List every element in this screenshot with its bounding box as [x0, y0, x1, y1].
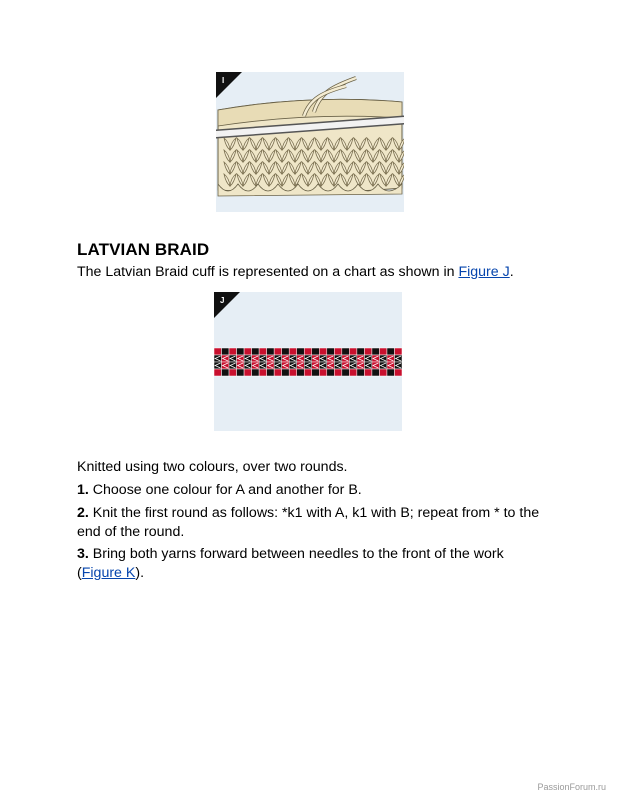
- chart-cell: [267, 348, 275, 355]
- intro-end: .: [509, 264, 514, 280]
- chart-cell: [229, 369, 237, 376]
- chart-cell: [342, 348, 350, 355]
- chart-cell: [357, 369, 365, 376]
- watermark: PassionForum.ru: [537, 782, 606, 792]
- step-3: [77, 545, 547, 583]
- chart-cell: [222, 369, 230, 376]
- step-2: [77, 504, 547, 542]
- chart-cell: [312, 369, 320, 376]
- chart-cell: [297, 369, 305, 376]
- figure-j-label: J: [220, 296, 225, 305]
- chart-cell: [274, 348, 282, 355]
- chart-cell: [334, 348, 342, 355]
- chart-cell: [214, 369, 222, 376]
- figure-j-link[interactable]: Figure J: [458, 264, 510, 280]
- chart-cell: [304, 348, 312, 355]
- chart-cell: [342, 369, 350, 376]
- chart-cell: [379, 369, 387, 376]
- chart-cell: [334, 369, 342, 376]
- chart-cell: [394, 369, 402, 376]
- knitted-fabric: [216, 78, 404, 196]
- chart-cell: [387, 369, 395, 376]
- chart-cell: [387, 348, 395, 355]
- chart-cell: [244, 369, 252, 376]
- chart-cell: [267, 369, 275, 376]
- latvian-braid-chart: [214, 292, 402, 431]
- chart-cell: [349, 348, 357, 355]
- chart-cell: [304, 369, 312, 376]
- chart-cell: [252, 348, 260, 355]
- intro-paragraph: [77, 263, 514, 282]
- chart-cell: [297, 348, 305, 355]
- figure-j-chart: [214, 292, 402, 431]
- chart-cell: [259, 348, 267, 355]
- chart-cell: [319, 348, 327, 355]
- section-heading: LATVIAN BRAID: [77, 240, 210, 259]
- chart-cell: [319, 369, 327, 376]
- figure-i-label: I: [222, 76, 225, 85]
- chart-cell: [379, 348, 387, 355]
- knitting-needle-illustration: [216, 72, 404, 212]
- chart-cell: [244, 348, 252, 355]
- chart-cell: [259, 369, 267, 376]
- chart-cell: [282, 369, 290, 376]
- chart-cell: [327, 369, 335, 376]
- step-3-text: Bring both yarns forward between needles to the front of the work (: [77, 546, 504, 581]
- chart-cell: [372, 348, 380, 355]
- instructions-lead: Knitted using two colours, over two rounds.: [77, 459, 348, 475]
- step-3-number: 3.: [77, 546, 89, 562]
- chart-cell: [222, 348, 230, 355]
- chart-cell: [237, 348, 245, 355]
- chart-cell: [349, 369, 357, 376]
- step-2-text: Knit the first round as follows: *k1 with A, k1 with B; repeat from * to the end of the round.: [77, 505, 540, 540]
- figure-i-illustration: [216, 72, 404, 212]
- chart-cell: [289, 369, 297, 376]
- chart-cell: [289, 348, 297, 355]
- step-1: [77, 481, 362, 500]
- chart-cell: [252, 369, 260, 376]
- chart-cell: [364, 369, 372, 376]
- chart-cell: [229, 348, 237, 355]
- step-2-number: 2.: [77, 505, 89, 521]
- chart-cell: [327, 348, 335, 355]
- chart-cell: [312, 348, 320, 355]
- chart-grid: [214, 348, 402, 376]
- chart-cell: [282, 348, 290, 355]
- chart-cell: [237, 369, 245, 376]
- chart-cell: [357, 348, 365, 355]
- step-1-text: Choose one colour for A and another for B.: [88, 482, 362, 498]
- chart-cell: [372, 369, 380, 376]
- step-3-end: ).: [135, 565, 145, 581]
- step-1-number: 1.: [77, 482, 89, 498]
- figure-k-link[interactable]: Figure K: [81, 565, 136, 581]
- corner-triangle: [216, 72, 242, 98]
- chart-cell: [364, 348, 372, 355]
- chart-cell: [394, 348, 402, 355]
- chart-cell: [214, 348, 222, 355]
- chart-cell: [274, 369, 282, 376]
- corner-triangle: [214, 292, 240, 318]
- intro-text: The Latvian Braid cuff is represented on a chart as shown in: [77, 264, 459, 280]
